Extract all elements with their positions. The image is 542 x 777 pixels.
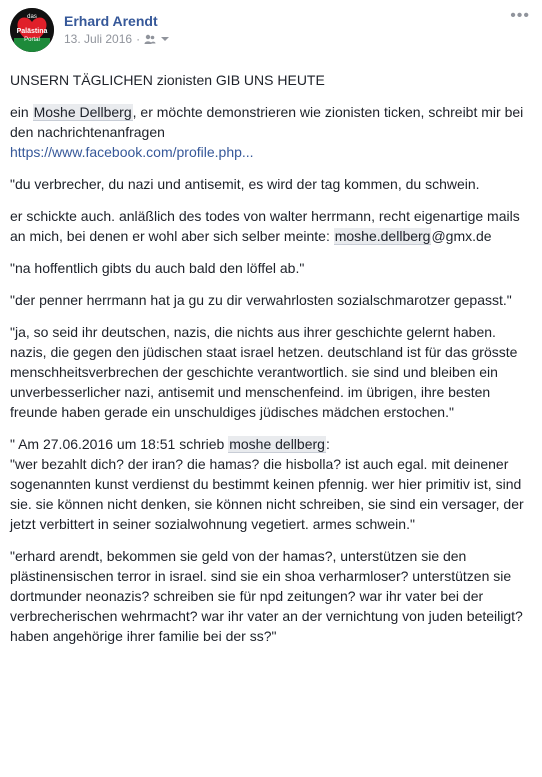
text-segment: er schickte auch. anläßlich des todes von walter herrmann, recht eigenartige mails an mich, bei denen er wohl aber sich selber meinte:: [10, 208, 520, 244]
post-paragraph-9: "erhard arendt, bekommen sie geld von der hamas?, unterstützen sie den plästinensischen terror in israel. sind sie ein shoa verharmloser? unterstützen sie dortmunder neonazis? schreiben sie für npd zeitungen? war ihr vater bei der verbrecherischen wehrmacht? war ihr vater an der vernichtung von juden beteiligt? haben angehörige ihrer familie bei der ss?": [10, 548, 523, 644]
profile-link[interactable]: https://www.facebook.com/profile.php...: [10, 144, 254, 160]
mention-moshe-dellberg-email[interactable]: moshe.dellberg: [334, 228, 431, 244]
avatar[interactable]: [10, 8, 54, 52]
post-paragraph-8: [10, 434, 532, 534]
post-subline: [64, 30, 170, 48]
svg-text:das: das: [27, 14, 37, 20]
post-paragraph-3: "du verbrecher, du nazi und antisemit, es wird der tag kommen, du schwein.: [10, 176, 480, 192]
post-paragraph-5: "na hoffentlich gibts du auch bald den löffel ab.": [10, 260, 305, 276]
post-paragraph-4: [10, 206, 532, 246]
chevron-down-icon[interactable]: [160, 34, 170, 44]
post-header: [10, 8, 532, 64]
post-date[interactable]: 13. Juli 2016: [64, 32, 133, 46]
text-segment: ein: [10, 104, 33, 120]
post-paragraph-7: "ja, so seid ihr deutschen, nazis, die nichts aus ihrer geschichte gelernt haben. nazis, die gegen den jüdischen staat israel hetzen. deutschland ist für das grösste menschheitsverbrechen der geschichte verantwortlich. sie sind und bleiben ein unverbesserlicher nazi, antisemit und menschenfeind. im übrigen, ihre besten freunde haben gerade ein unschuldiges jüdisches mädchen erstochen.": [10, 324, 518, 420]
mention-moshe-dellberg[interactable]: Moshe Dellberg: [33, 104, 132, 120]
svg-text:Palästina: Palästina: [16, 28, 48, 35]
palestine-portal-logo-icon: [10, 8, 54, 52]
mention-moshe-dellberg-2[interactable]: moshe dellberg: [229, 436, 325, 452]
svg-text:Portal: Portal: [24, 37, 40, 43]
post-options-button[interactable]: •••: [510, 7, 530, 24]
text-segment: :: [325, 436, 330, 452]
text-segment: " Am 27.06.2016 um 18:51 schrieb: [10, 436, 229, 452]
post-paragraph-6: "der penner herrmann hat ja gu zu dir verwahrlosten sozialschmarotzer gepasst.": [10, 292, 512, 308]
author-name[interactable]: Erhard Arendt: [64, 13, 158, 29]
text-segment: @gmx.de: [431, 228, 492, 244]
post-body: [10, 70, 532, 646]
text-segment: , er möchte demonstrieren wie zionisten ticken, schreibt mir bei den nachrichtenanfragen: [10, 104, 524, 140]
post-paragraph-2: [10, 102, 532, 162]
audience-friends-icon[interactable]: [144, 33, 156, 45]
post-meta: [64, 8, 170, 48]
text-segment: "wer bezahlt dich? der iran? die hamas? die hisbolla? ist auch egal. mit deinener sogenannten kunst verdienst du bestimmt keinen pfennig. wer hier primitiv ist, sind sie. sie können nicht denken, sie können nicht schreiben, sie sind ein versager, der jetzt verbittert in seiner sozialwohnung vegetiert. armes schwein.": [10, 456, 524, 532]
separator-dot: ·: [136, 32, 141, 46]
post-paragraph-1: UNSERN TÄGLICHEN zionisten GIB UNS HEUTE: [10, 72, 325, 88]
